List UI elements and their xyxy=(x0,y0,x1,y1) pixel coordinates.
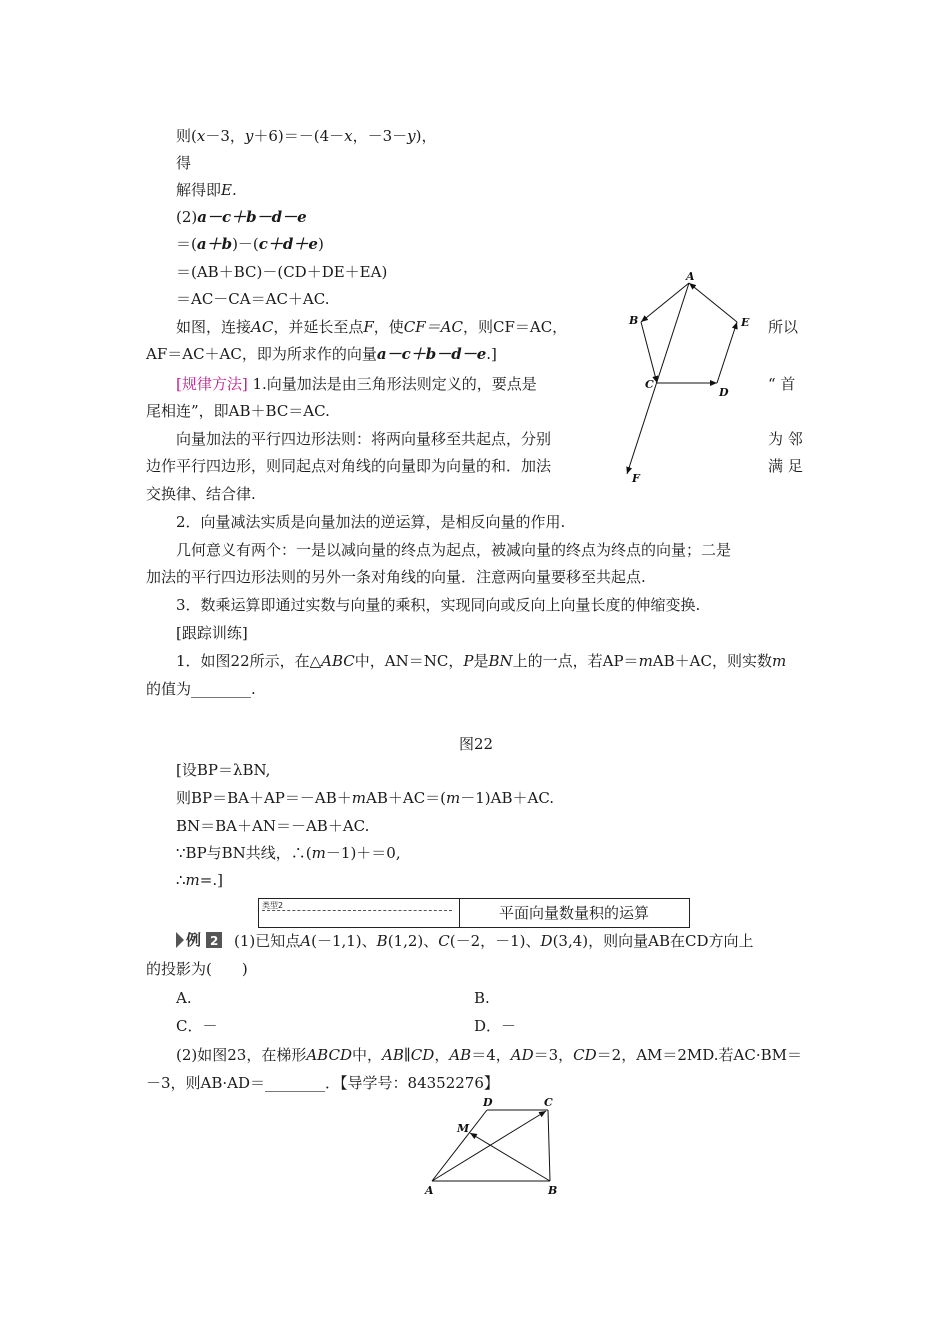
vector-ea xyxy=(689,283,737,322)
label-f: F xyxy=(632,472,640,485)
method-tag: [规律方法] xyxy=(176,375,248,393)
method-line-5: 交换律、结合律. xyxy=(146,485,256,503)
training-q1-line-1: 1．如图22所示，在△ABC中，AN＝NC，P是BN上的一点，若AP＝mAB＋AC，则实数m xyxy=(176,652,787,670)
label-a: A xyxy=(686,270,695,283)
method-line-1-tail: “ 首 xyxy=(768,375,796,393)
vector-bc xyxy=(641,322,657,383)
type-tag: 类型2 xyxy=(262,901,452,911)
example-q1-line-2: 的投影为( ) xyxy=(146,960,248,978)
eq-line-8-tail: 所以 xyxy=(768,318,799,336)
example-badge-number: 2 xyxy=(210,934,219,948)
option-a: A. xyxy=(176,989,192,1007)
method-line-1: [规律方法] 1.向量加法是由三角形法则定义的，要点是 xyxy=(176,375,537,393)
option-c: C．－ xyxy=(176,1017,218,1035)
method-line-4: 边作平行四边形，则同起点对角线的向量即为向量的和．加法 xyxy=(146,457,552,475)
option-b: B. xyxy=(474,989,490,1007)
side-bc xyxy=(548,1110,550,1181)
method-line-8: 加法的平行四边形法则的另外一条对角线的向量．注意两向量要移至共起点. xyxy=(146,568,646,586)
option-d: D．－ xyxy=(474,1017,517,1035)
method-line-4-tail: 满 足 xyxy=(768,457,803,475)
eq-line-6: ＝(AB＋BC)－(CD＋DE＋EA) xyxy=(176,263,388,281)
method-line-9: 3．数乘运算即通过实数与向量的乘积，实现同向或反向上向量长度的伸缩变换. xyxy=(176,596,701,614)
training-tag: [跟踪训练] xyxy=(176,624,248,642)
vector-ab xyxy=(641,283,689,322)
label-e: E xyxy=(741,316,750,329)
pentagon-vector-figure xyxy=(620,270,760,490)
solution-line-4: ∵BP与BN共线，∴(m－1)＋＝0, xyxy=(176,844,401,862)
vector-de xyxy=(717,322,737,383)
section-title: 平面向量数量积的运算 xyxy=(498,904,649,922)
example-q1-line-1: (1)已知点A(－1,1)、B(1,2)、C(－2，－1)、D(3,4)，则向量AB在CD方向上 xyxy=(234,932,754,950)
training-q1-line-2: 的值为________. xyxy=(146,680,256,698)
solution-line-3: BN＝BA＋AN＝－AB＋AC. xyxy=(176,817,370,835)
solution-line-2: 则BP＝BA＋AP＝－AB＋mAB＋AC＝(m－1)AB＋AC. xyxy=(176,789,555,807)
side-ad xyxy=(432,1110,487,1181)
solution-line-1: [设BP＝λBN, xyxy=(176,761,271,779)
label-a: A xyxy=(425,1184,434,1197)
solution-line-5: ∴m=.] xyxy=(176,871,223,889)
eq-line-1: 则(x－3，y＋6)＝－(4－x，－3－y)， xyxy=(176,127,437,145)
vector-bm xyxy=(470,1133,550,1181)
label-d: D xyxy=(719,386,729,399)
figure-22-caption: 图22 xyxy=(459,735,494,753)
guide-number: 【导学号：84352276】 xyxy=(340,1074,499,1092)
example-badge xyxy=(176,930,230,950)
method-line-7: 几何意义有两个：一是以减向量的终点为起点，被减向量的终点为终点的向量；二是 xyxy=(176,541,732,559)
trapezoid-figure xyxy=(420,1095,570,1201)
label-d: D xyxy=(483,1096,493,1109)
label-b: B xyxy=(629,314,639,327)
label-b: B xyxy=(548,1184,558,1197)
method-line-3: 向量加法的平行四边形法则：将两向量移至共起点，分别 xyxy=(176,430,552,448)
example-badge-label: 例 xyxy=(186,931,202,949)
label-c: C xyxy=(544,1096,553,1109)
vector-af xyxy=(627,283,689,474)
section-type-box xyxy=(258,898,690,928)
eq-line-2: 得 xyxy=(176,154,192,172)
vector-ac xyxy=(432,1111,546,1181)
eq-line-8: 如图，连接AC，并延长至点F，使CF＝AC，则CF＝AC， xyxy=(176,318,568,336)
method-line-6: 2．向量减法实质是向量加法的逆运算，是相反向量的作用. xyxy=(176,513,566,531)
eq-line-4: (2)a－c＋b－d－e xyxy=(176,208,307,226)
eq-line-5: ＝(a＋b)－(c＋d＋e) xyxy=(176,235,324,253)
label-c: C xyxy=(645,378,654,391)
example-q2-line-2: －3，则AB·AD＝________．【导学号：84352276】 xyxy=(146,1074,499,1092)
eq-line-3: 解得即E. xyxy=(176,181,237,199)
eq-line-9: AF＝AC＋AC，即为所求作的向量a－c＋b－d－e.] xyxy=(146,345,497,363)
method-line-3-tail: 为 邻 xyxy=(768,430,803,448)
label-m: M xyxy=(457,1122,470,1135)
method-line-2: 尾相连”，即AB＋BC＝AC. xyxy=(146,402,330,420)
eq-line-7: ＝AC－CA＝AC＋AC. xyxy=(176,290,330,308)
example-q2-line-1: (2)如图23，在梯形ABCD中，AB∥CD，AB＝4，AD＝3，CD＝2，AM＝2MD.若AC·BM＝ xyxy=(176,1046,803,1064)
